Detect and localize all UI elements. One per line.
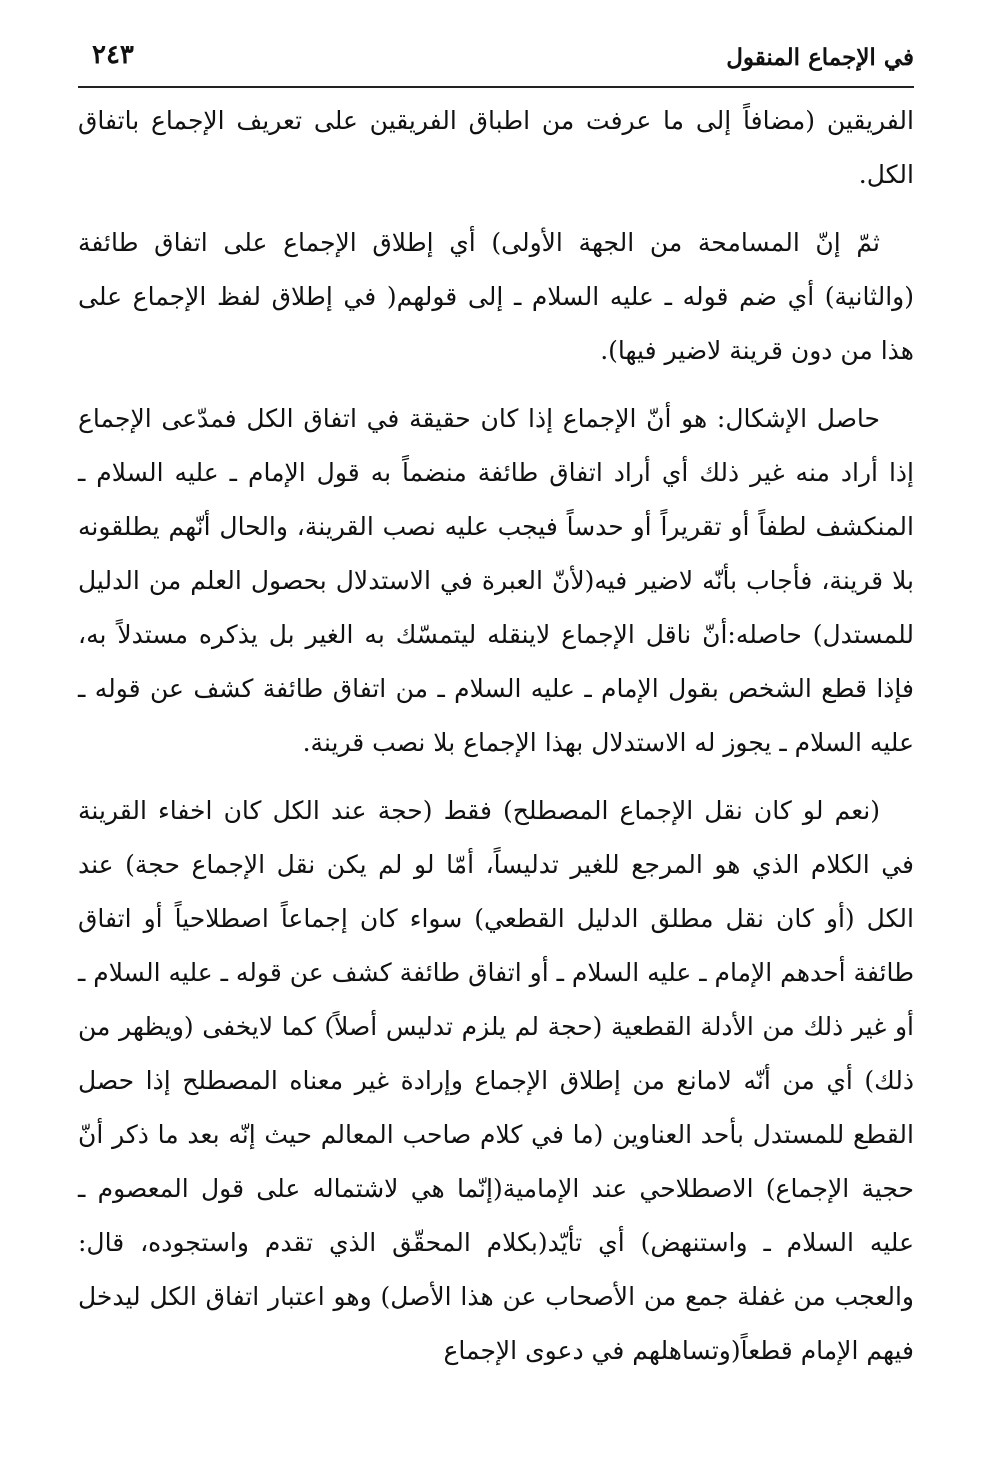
paragraph-discussion: (نعم لو كان نقل الإجماع المصطلح) فقط (حجة عند الكل كان اخفاء القرينة في الكلام الذي هو المرجع للغير تدليساً، أمّا لو لم يكن نقل الإجماع حجة) عند الكل (أو كان نقل مطلق الدليل القطعي) سواء كان إجماعاً اصطلاحياً أو اتفاق طائفة أحدهم الإمام ـ عليه السلام ـ أو اتفاق طائفة كشف عن قوله ـ عليه السلام ـ أو غير ذلك من الأدلة القطعية (حجة لم يلزم تدليس أصلاً) كما لايخفى (ويظهر من ذلك) أي من أنّه لامانع من إطلاق الإجماع وإرادة غير معناه المصطلح إذا حصل القطع للمستدل بأحد العناوين (ما في كلام صاحب المعالم حيث إنّه بعد ما ذكر أنّ حجية الإجماع) الاصطلاحي عند الإمامية(إنّما هي لاشتماله على قول المعصوم ـ عليه السلام ـ واستنهض) أي تأيّد(بكلام المحقّق الذي تقدم واستجوده، قال: والعجب من غفلة جمع من الأصحاب عن هذا الأصل) وهو اعتبار اتفاق الكل ليدخل فيهم الإمام قطعاً(وتساهلهم في دعوى الإجماع <box>78 796 914 1365</box>
header-title: في الإجماع المنقول <box>726 44 914 71</box>
body-text <box>78 94 914 1378</box>
paragraph-commentary: ثمّ إنّ المسامحة من الجهة الأولى) أي إطلاق الإجماع على اتفاق طائفة (والثانية) أي ضم قوله ـ عليه السلام ـ إلى قولهم( في إطلاق لفظ الإجماع على هذا من دون قرينة لاضير فيها). <box>78 228 914 365</box>
document-page <box>78 28 914 1428</box>
paragraph-continuation: الفريقين (مضافاً إلى ما عرفت من اطباق الفريقين على تعريف الإجماع باتفاق الكل. <box>78 106 914 189</box>
page-number: ٢٤٣ <box>92 40 134 70</box>
running-header <box>78 28 914 88</box>
paragraph-summary: حاصل الإشكال: هو أنّ الإجماع إذا كان حقيقة في اتفاق الكل فمدّعى الإجماع إذا أراد منه غير ذلك أي أراد اتفاق طائفة منضماً به قول الإمام ـ عليه السلام ـ المنكشف لطفاً أو تقريراً أو حدساً فيجب عليه نصب القرينة، والحال أنّهم يطلقونه بلا قرينة، فأجاب بأنّه لاضير فيه(لأنّ العبرة في الاستدلال بحصول العلم من الدليل للمستدل) حاصله:أنّ ناقل الإجماع لاينقله ليتمسّك به الغير بل يذكره مستدلاً به، فإذا قطع الشخص بقول الإمام ـ عليه السلام ـ من اتفاق طائفة كشف عن قوله ـ عليه السلام ـ يجوز له الاستدلال بهذا الإجماع بلا نصب قرينة. <box>78 404 914 757</box>
